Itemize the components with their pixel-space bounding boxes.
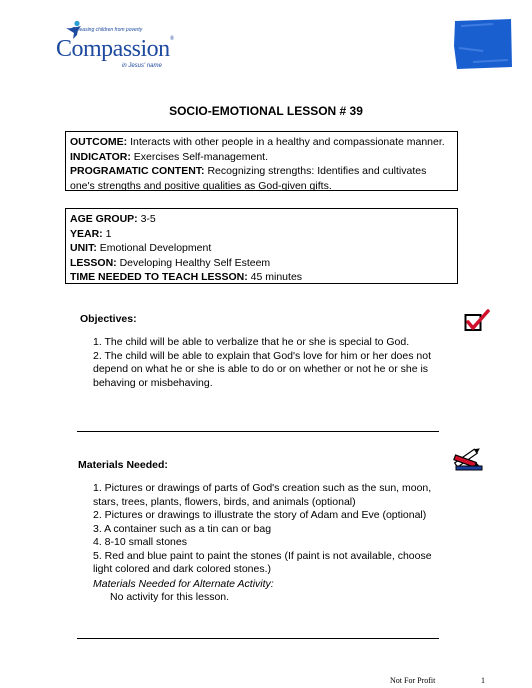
age-group-label: AGE GROUP: (70, 213, 138, 225)
compassion-logo (50, 20, 174, 70)
logo-tagline: Releasing children from poverty (72, 27, 143, 33)
outcome-box (65, 131, 458, 191)
objectives-list (93, 336, 448, 390)
lesson-value: Developing Healthy Self Esteem (116, 256, 271, 269)
unit-line (70, 241, 453, 256)
pencils-icon (452, 446, 486, 472)
time-label: TIME NEEDED TO TEACH LESSON: (70, 271, 248, 283)
section-divider (77, 431, 439, 432)
indicator-line (70, 150, 453, 165)
programatic-label: PROGRAMATIC CONTENT: (70, 165, 205, 177)
unit-value: Emotional Development (96, 242, 212, 254)
objectives-heading: Objectives: (80, 313, 137, 325)
material-item: 5. Red and blue paint to paint the stones (If paint is not available, choose light colored and dark colored stones.) (93, 549, 432, 575)
year-label: YEAR: (70, 227, 103, 240)
blue-brush-block (453, 18, 513, 70)
alternate-materials-heading: Materials Needed for Alternate Activity: (93, 578, 274, 590)
indicator-value: Exercises Self-management. (130, 150, 269, 163)
page-number: 1 (481, 676, 485, 685)
page-title: SOCIO-EMOTIONAL LESSON # 39 (169, 104, 363, 118)
checkbox-check-icon (464, 309, 490, 333)
time-line (70, 270, 453, 285)
lesson-line (70, 256, 453, 271)
age-group-value: 3-5 (137, 213, 156, 225)
outcome-label: OUTCOME: (70, 136, 128, 148)
material-item: 2. Pictures or drawings to illustrate the story of Adam and Eve (optional) (93, 509, 427, 521)
year-line (70, 227, 453, 242)
material-item: 4. 8-10 small stones (93, 536, 187, 548)
outcome-line (70, 135, 453, 150)
lesson-info-box (65, 208, 458, 284)
materials-heading: Materials Needed: (78, 459, 168, 471)
lesson-label: LESSON: (70, 256, 117, 269)
time-value: 45 minutes (247, 271, 303, 283)
logo-name: Compassion (56, 36, 170, 62)
unit-label: UNIT: (70, 242, 97, 254)
programatic-line (70, 164, 453, 193)
programatic-value: Recognizing strengths: Identifies and cultivates one's strengths and positive qualities as God-given gifts. (70, 165, 427, 192)
outcome-value: Interacts with other people in a healthy and compassionate manner. (127, 136, 445, 148)
section-divider (77, 638, 439, 639)
logo-subline: in Jesus' name (122, 63, 162, 69)
material-item: 1. Pictures or drawings of parts of God's creation such as the sun, moon, stars, trees, plants, flowers, birds, and animals (optional) (93, 482, 432, 508)
objective-item: 2. The child will be able to explain that God's love for him or her does not depend on what he or she is able to do or on whether or not he or she is behaving or misbehaving. (93, 349, 431, 389)
age-group-line (70, 212, 453, 227)
materials-list (93, 482, 448, 577)
indicator-label: INDICATOR: (70, 150, 131, 163)
alternate-materials-text: No activity for this lesson. (110, 591, 230, 603)
year-value: 1 (102, 227, 112, 240)
footer-label: Not For Profit (390, 676, 436, 685)
logo-wordmark: Compassion® (56, 36, 174, 62)
material-item: 3. A container such as a tin can or bag (93, 522, 272, 535)
objective-item: 1. The child will be able to verbalize that he or she is special to God. (93, 336, 410, 348)
